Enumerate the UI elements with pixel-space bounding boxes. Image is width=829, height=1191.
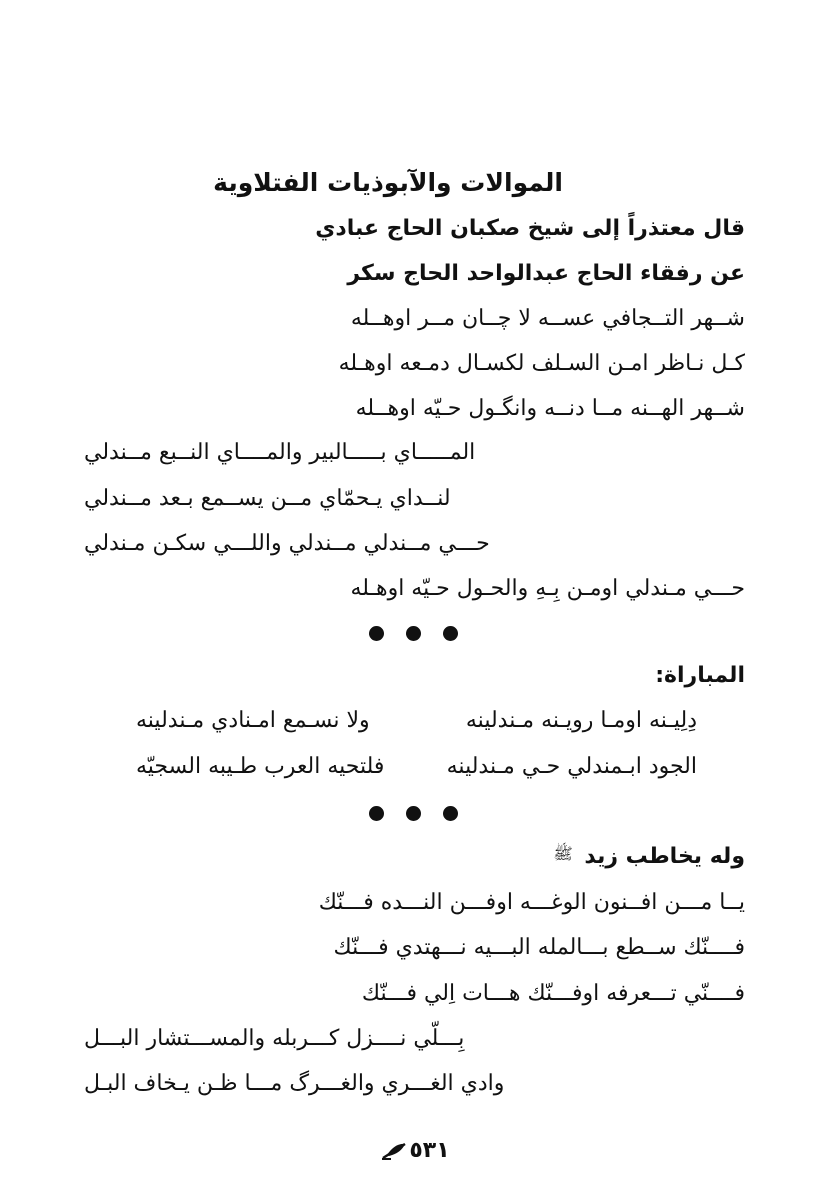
mubarat-hemistich-left: فلتحيه العرب طـيبه السجيّه [136, 754, 385, 779]
separator-dot [369, 626, 384, 641]
intro-heading-line-1: قال معتذراً إلى شيخ صكبان الحاج عبادي [315, 216, 745, 241]
poem2-verse: بِـــلّي نــــزل كـــربله والمســـتشار البـــل [84, 1026, 465, 1051]
honorific-glyph: ﷺ [553, 844, 573, 863]
poem2-verse: وادي الغـــري والغـــرگ مـــا ظـن يـخاف البـل [84, 1071, 505, 1096]
poem1-verse: لنــداي يـحمّاي مــن يســمع بـعد مــندلي [84, 486, 451, 511]
page-number: ٥٣١ [409, 1138, 450, 1163]
page-footer [0, 1138, 829, 1163]
zaid-heading [553, 846, 745, 868]
quill-icon [381, 1141, 407, 1161]
poem1-verse: حـــي مـندلي اومـن بِـهِ والحـول حـيّه اوهـله [350, 576, 745, 601]
poem1-verse: حـــي مــندلي مــندلي واللـــي سكـن مـندلي [84, 531, 490, 556]
poem2-verse: فــــنّك ســطع بـــالمله البـــيه نـــهتدي فـــنّك [333, 935, 745, 960]
mubarat-heading: المباراة: [655, 663, 745, 688]
section-separator [0, 626, 828, 641]
intro-heading-line-2: عن رفقاء الحاج عبدالواحد الحاج سكر [347, 261, 745, 286]
zaid-heading-text: وله يخاطب زيد [584, 844, 745, 869]
poem2-verse: يــا مـــن افــنون الوغـــه اوفـــن النـــده فـــنّك [318, 890, 745, 915]
mubarat-hemistich-right: الجود ابـمندلي حـي مـندلينه [446, 754, 697, 779]
mubarat-hemistich-right: دِلِيـنه اومـا رويـنه مـندلينه [465, 708, 697, 733]
poem1-verse: كـل نـاظر امـن السـلف لكسـال دمـعه اوهـله [338, 351, 745, 376]
page-title: الموالات والآبوذيات الفتلاوية [213, 168, 563, 197]
poem1-verse: شــهر الهــنه مــا دنــه وانگـول حـيّه اوهــله [355, 396, 745, 421]
separator-dot [443, 806, 458, 821]
poem1-verse: المـــــاي بـــــالبير والمــــاي النــبع مــندلي [84, 440, 476, 465]
section-separator [0, 806, 828, 821]
mubarat-hemistich-left: ولا نسـمع امـنادي مـندلينه [136, 708, 370, 733]
poem1-verse: شــهر التــجافي عســه لا چــان مــر اوهــله [350, 306, 745, 331]
poem2-verse: فــــنّي تـــعرفه اوفـــنّك هـــات اِلي فـــنّك [361, 981, 745, 1006]
separator-dot [443, 626, 458, 641]
separator-dot [406, 626, 421, 641]
separator-dot [369, 806, 384, 821]
separator-dot [406, 806, 421, 821]
